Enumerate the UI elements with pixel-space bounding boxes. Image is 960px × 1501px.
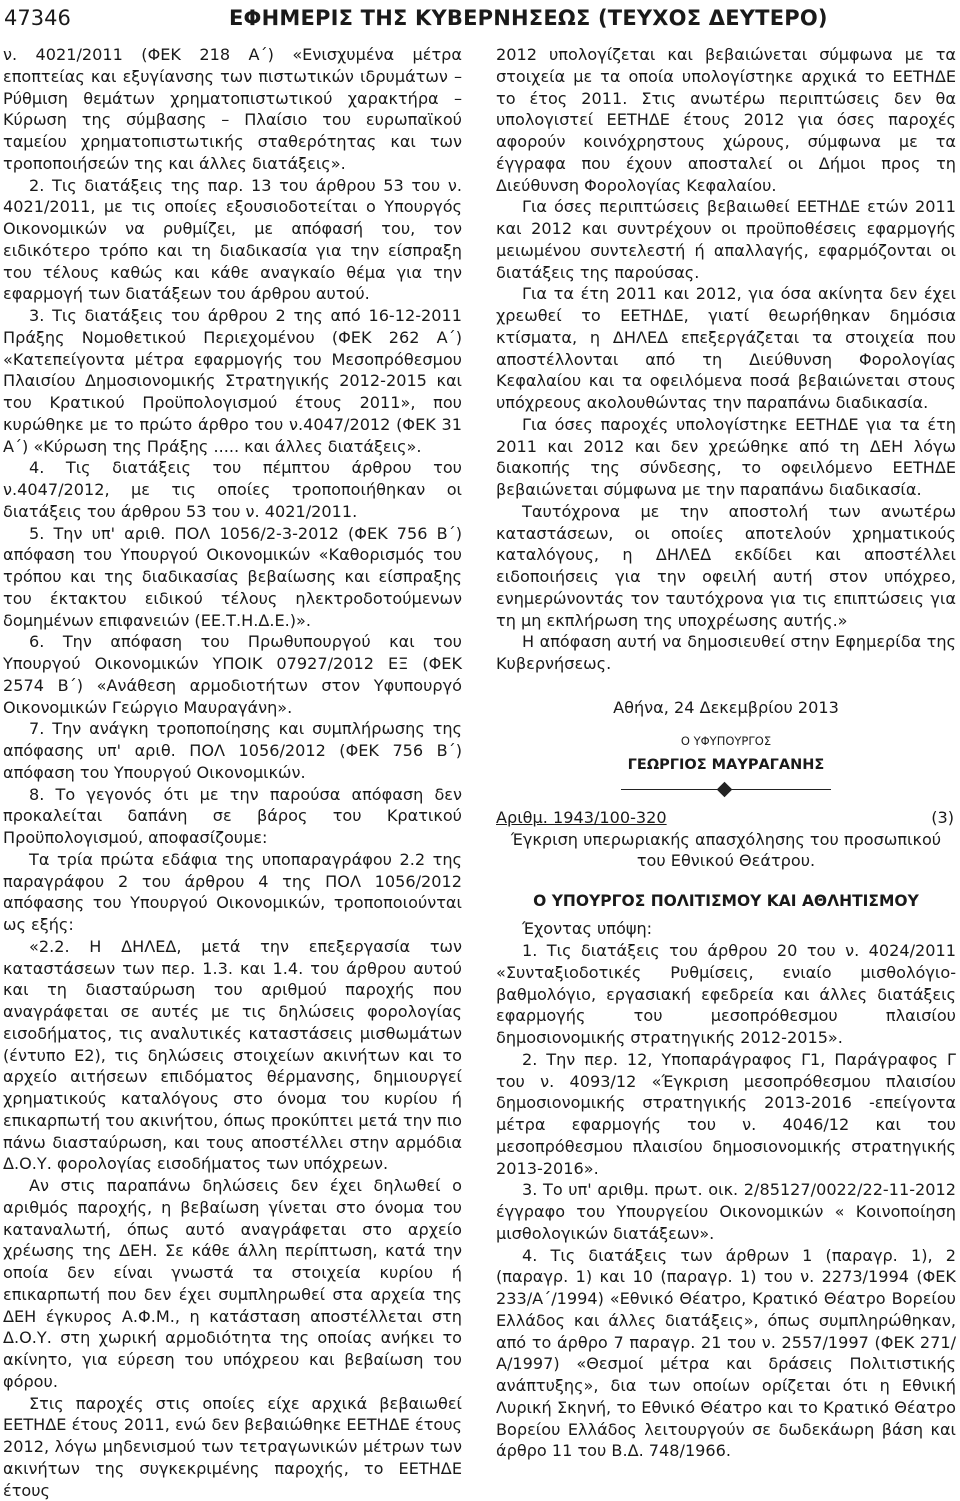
page-number: 47346 (4, 6, 71, 30)
paragraph: 6. Την απόφαση του Πρωθυπουργού και του Υπουργού Οικονομικών ΥΠΟΙΚ 07927/2012 ΕΞ (ΦΕΚ 2574 Β΄) «Ανάθεση αρμοδιοτήτων στον Υφυπουργό Οικονομικών Γεώργιο Μαυραγάνη». (3, 631, 462, 718)
gazette-title: ΕΦΗΜΕΡΙΣ ΤΗΣ ΚΥΒΕΡΝΗΣΕΩΣ (ΤΕΥΧΟΣ ΔΕΥΤΕΡΟ) (229, 6, 828, 30)
paragraph: 7. Την ανάγκη τροποποίησης και συμπλήρωσης της απόφασης υπ' αριθ. ΠΟΛ 1056/2012 (ΦΕΚ 756 Β΄) απόφαση του Υπουργού Οικονομικών. (3, 718, 462, 783)
minister-heading: Ο ΥΠΟΥΡΓΟΣ ΠΟΛΙΤΙΣΜΟΥ ΚΑΙ ΑΘΛΗΤΙΣΜΟΥ (496, 891, 956, 913)
paragraph: Ταυτόχρονα με την αποστολή των ανωτέρω καταστάσεων, οι οποίες αποτελούν χρηματικούς καταλόγους, η ΔΗΛΕΔ εκδίδει και αποστέλλει ειδοποιήσεις για την οφειλή αυτή στον υπόχρεο, ενημερώνοντάς τον ταυτόχρονα για τις επιπτώσεις για τη μη εκπλήρωση της υποχρέωσης αυτής.» (496, 501, 956, 632)
paragraph: Αν στις παραπάνω δηλώσεις δεν έχει δηλωθεί ο αριθμός παροχής, η βεβαίωση γίνεται στο όνομα του καταναλωτή, όπως αυτό αναγράφεται στο αρχείο χρέωσης της ΔΕΗ. Σε κάθε άλλη περίπτωση, κατά την οποία δεν είναι γνωστά τα στοιχεία κυρίου ή επικαρπωτή που δεν έχει συμπληρωθεί στα αρχεία της ΔΕΗ έγκυρος Α.Φ.Μ., η κατάσταση αποστέλλεται στη Δ.Ο.Υ. στη χωρική αρμοδιότητα της οποίας ανήκει το ακίνητο, για εύρεση του υπόχρεου και βεβαίωση του φόρου. (3, 1175, 462, 1393)
paragraph: Για όσες παροχές υπολογίστηκε ΕΕΤΗΔΕ για τα έτη 2011 και 2012 και δεν χρεώθηκε από τη ΔΕΗ λόγω διακοπής της σύνδεσης, το οφειλόμενο ΕΕΤΗΔΕ βεβαιώνεται σύμφωνα με την παραπάνω διαδικασία. (496, 414, 956, 501)
paragraph: 2. Τις διατάξεις της παρ. 13 του άρθρου 53 του ν. 4021/2011, με τις οποίες εξουσιοδοτείται ο Υπουργός Οικονομικών να ρυθμίζει, με απόφασή του, τον ειδικότερο τρόπο και τη διαδικασία για την είσπραξη του τέλους καθώς και κάθε αναγκαίο θέμα για την εφαρμογή των διατάξεων του άρθρου αυτού. (3, 175, 462, 306)
signature-role: Ο ΥΦΥΠΟΥΡΓΟΣ (496, 733, 956, 749)
decision-ref: (3) (931, 807, 954, 829)
paragraph: Στις παροχές στις οποίες είχε αρχικά βεβαιωθεί ΕΕΤΗΔΕ έτους 2011, ενώ δεν βεβαιώθηκε ΕΕΤΗΔΕ έτους 2012, λόγω μηδενισμού των τετραγωνικών μέτρων των ακινήτων της συγκεκριμένης παροχής, το ΕΕΤΗΔΕ έτους (3, 1393, 462, 1501)
signature-place-date: Αθήνα, 24 Δεκεμβρίου 2013 (496, 697, 956, 719)
paragraph: ν. 4021/2011 (ΦΕΚ 218 Α΄) «Ενισχυμένα μέτρα εποπτείας και εξυγίανσης των πιστωτικών ιδρυμάτων – Ρύθμιση θεμάτων χρηματοπιστωτικού χαρακτήρα – Κύρωση της σύμβασης – Πλαίσιο του ευρωπαϊκού ταμείου χρηματοπιστωτικής σταθερότητας και των τροποποιήσεών της και άλλες διατάξεις». (3, 44, 462, 175)
paragraph: 3. Τις διατάξεις του άρθρου 2 της από 16-12-2011 Πράξης Νομοθετικού Περιεχομένου (ΦΕΚ 262 Α΄) «Κατεπείγοντα μέτρα εφαρμογής του Μεσοπρόθεσμου Πλαισίου Δημοσιονομικής Στρατηγικής 2012-2015 και του Κρατικού Προϋπολογισμού έτους 2011», που κυρώθηκε με το πρώτο άρθρο του ν.4047/2012 (ΦΕΚ 31 Α΄) «Κύρωση της Πράξης ..... και άλλες διατάξεις». (3, 305, 462, 457)
paragraph: Για όσες περιπτώσεις βεβαιωθεί ΕΕΤΗΔΕ ετών 2011 και 2012 και συντρέχουν οι προϋποθέσεις εφαρμογής μειωμένου συντελεστή ή απαλλαγής, εφαρμόζονται οι διατάξεις της παρούσας. (496, 196, 956, 283)
paragraph: 8. Το γεγονός ότι με την παρούσα απόφαση δεν προκαλείται δαπάνη σε βάρος του Κρατικού Προϋπολογισμού, αποφασίζουμε: (3, 784, 462, 849)
paragraph: 4. Τις διατάξεις των άρθρων 1 (παραγρ. 1), 2 (παραγρ. 1) και 10 (παραγρ. 1) του ν. 2273/1994 (ΦΕΚ 233/Α΄/1994) «Εθνικό Θέατρο, Κρατικό Θέατρο Βορείου Ελλάδος και άλλες διατάξεις», όπως συμπληρώθηκαν, από το άρθρο 7 παραγρ. 21 του ν. 2557/1997 (ΦΕΚ 271/Α/1997) «Θεσμοί μέτρα και δράσεις Πολιτιστικής ανάπτυξης», δια των οποίων ορίζεται ότι η Εθνική Λυρική Σκηνή, το Εθνικό Θέατρο και το Κρατικό Θέατρο Βορείου Ελλάδος λειτουργούν σε δωδεκάωρη βάση και άρθρο 11 του Β.Δ. 748/1966. (496, 1245, 956, 1463)
decision-header (496, 807, 956, 829)
paragraph: Για τα έτη 2011 και 2012, για όσα ακίνητα δεν έχει χρεωθεί το ΕΕΤΗΔΕ, γιατί θεωρήθηκαν δημόσια κτίσματα, η ΔΗΛΕΔ επεξεργάζεται τα στοιχεία που αποστέλλονται από τη Διεύθυνση Φορολογίας Κεφαλαίου και τα οφειλόμενα ποσά βεβαιώνεται στους υπόχρεους ακολουθώντας την παραπάνω διαδικασία. (496, 283, 956, 414)
signature-name: ΓΕΩΡΓΙΟΣ ΜΑΥΡΑΓΑΝΗΣ (496, 755, 956, 775)
paragraph: Η απόφαση αυτή να δημοσιευθεί στην Εφημερίδα της Κυβερνήσεως. (496, 631, 956, 675)
left-column (3, 44, 462, 1501)
paragraph: 2. Την περ. 12, Υποπαράγραφος Γ1, Παράγραφος Γ του ν. 4093/12 «Έγκριση μεσοπρόθεσμου πλαισίου δημοσιονομικής στρατηγικής 2013-2016 -επείγοντα μέτρα εφαρμογής του ν. 4046/12 και του μεσοπρόθεσμου πλαισίου δημοσιονομικής στρατηγικής 2013-2016». (496, 1049, 956, 1180)
paragraph: «2.2. Η ΔΗΛΕΔ, μετά την επεξεργασία των καταστάσεων των περ. 1.3. και 1.4. του άρθρου αυτού και τη διασταύρωση του αριθμού παροχής που αναγράφεται σε αυτές με τις δηλώσεις φορολογίας εισοδήματος, τις αναλυτικές καταστάσεις μισθωμάτων (έντυπο Ε2), τις δηλώσεις στοιχείων ακινήτων και το αρχείο αιτήσεων επιδόματος θέρμανσης, δημιουργεί χρηματικούς καταλόγους στο όνομα του κυρίου ή επικαρπωτή του ακινήτου, όπως προκύπτει μετά την πιο πάνω διασταύρωση, και τους αποστέλλει στην αρμόδια Δ.Ο.Υ. φορολογίας εισοδήματος των υπόχρεων. (3, 936, 462, 1175)
paragraph: Έχοντας υπόψη: (496, 918, 956, 940)
section-divider (496, 777, 956, 803)
paragraph: 1. Τις διατάξεις του άρθρου 20 του ν. 4024/2011 «Συνταξιοδοτικές Ρυθμίσεις, ενιαίο μισθολόγιο-βαθμολόγιο, εργασιακή εφεδρεία και άλλες διατάξεις εφαρμογής του μεσοπρόθεσμου πλαισίου δημοσιονομικής στρατηγικής 2012-2015». (496, 940, 956, 1049)
paragraph: 4. Τις διατάξεις του πέμπτου άρθρου του ν.4047/2012, με τις οποίες τροποποιήθηκαν οι διατάξεις του άρθρου 53 του ν. 4021/2011. (3, 457, 462, 522)
page-header (4, 0, 956, 38)
paragraph: 5. Την υπ' αριθ. ΠΟΛ 1056/2-3-2012 (ΦΕΚ 756 Β΄) απόφαση του Υπουργού Οικονομικών «Καθορισμός του τρόπου και της διαδικασίας βεβαίωσης και είσπραξης του έκτακτου ειδικού τέλους ηλεκτροδοτούμενων δομημένων επιφανειών (ΕΕ.Τ.Η.Δ.Ε.)». (3, 523, 462, 632)
paragraph: 2012 υπολογίζεται και βεβαιώνεται σύμφωνα με τα στοιχεία με τα οποία υπολογίστηκε αρχικά το ΕΕΤΗΔΕ το έτος 2011. Στις ανωτέρω περιπτώσεις δεν θα υπολογιστεί ΕΕΤΗΔΕ έτους 2012 για όσες παροχές αφορούν κοινόχρηστους χώρους, σύμφωνα με τα έγγραφα που έχουν αποσταλεί οι Δήμοι προς τη Διεύθυνση Φορολογίας Κεφαλαίου. (496, 44, 956, 196)
decision-number: Αριθμ. 1943/100-320 (496, 807, 667, 829)
right-column (496, 44, 956, 1462)
paragraph: Τα τρία πρώτα εδάφια της υποπαραγράφου 2.2 της παραγράφου 2 του άρθρου 4 της ΠΟΛ 1056/2012 απόφασης του Υπουργού Οικονομικών, τροποποιούνται ως εξής: (3, 849, 462, 936)
diamond-icon (717, 781, 733, 797)
paragraph: 3. Το υπ' αριθμ. πρωτ. οικ. 2/85127/0022/22-11-2012 έγγραφο του Υπουργείου Οικονομικών « Κοινοποίηση μισθολογικών διατάξεων». (496, 1179, 956, 1244)
decision-subject: Έγκριση υπερωριακής απασχόλησης του προσωπικού του Εθνικού Θεάτρου. (496, 829, 956, 871)
